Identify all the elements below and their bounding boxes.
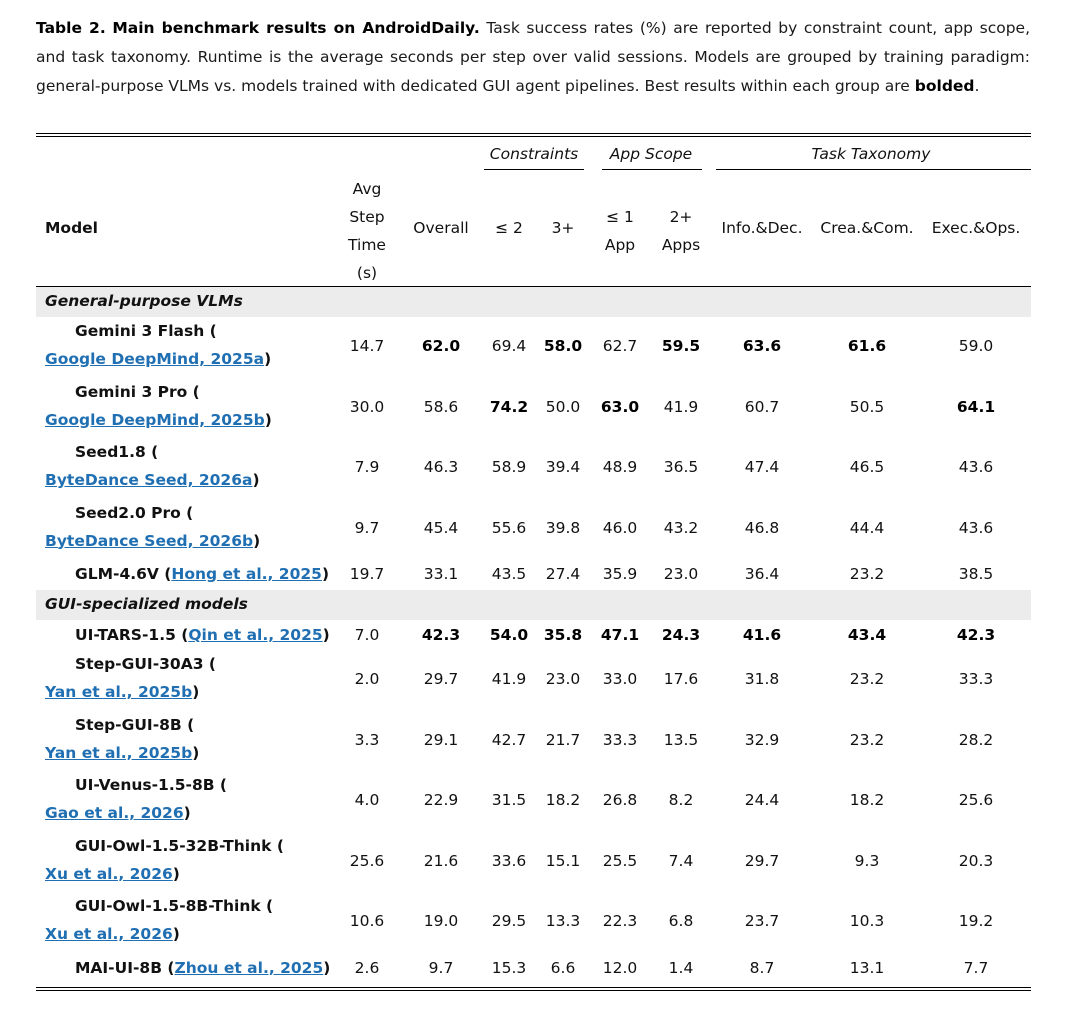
table-cell: 7.7 — [963, 958, 989, 977]
header-apps-2plus: 2+ Apps — [661, 208, 701, 254]
model-name: UI-TARS-1.5 ( — [75, 626, 189, 644]
table-cell: 19.2 — [958, 912, 994, 930]
table-cell: 47.1 — [600, 626, 640, 644]
table-cell: 23.2 — [849, 565, 885, 583]
table-cell: 43.4 — [847, 626, 887, 644]
table-cell: 10.3 — [849, 912, 885, 930]
table-cell: 15.3 — [491, 958, 527, 977]
table-cell: 39.8 — [545, 518, 581, 537]
table-cell: 58.0 — [543, 337, 583, 355]
table-cell: 62.7 — [602, 337, 638, 355]
table-cell: 25.5 — [602, 851, 638, 870]
model-citation-line — [45, 865, 180, 883]
model-name-line — [75, 959, 330, 977]
citation-link[interactable]: Yan et al., 2025b — [45, 743, 193, 762]
table-cell: 63.6 — [742, 337, 782, 355]
table-cell: 26.8 — [602, 791, 638, 809]
constraints-underline — [484, 169, 584, 170]
table-cell: 35.9 — [602, 565, 638, 583]
table-cell: 31.5 — [491, 791, 527, 809]
group-label: GUI-specialized models — [45, 595, 248, 613]
citation-close: ) — [183, 804, 191, 822]
model-name: Gemini 3 Pro ( — [75, 382, 200, 401]
table-cell: 33.3 — [958, 670, 994, 688]
table-cell: 7.0 — [354, 626, 380, 644]
caption-title: Main benchmark results on AndroidDaily. — [112, 19, 480, 37]
group-label: General-purpose VLMs — [45, 292, 243, 310]
table-row — [36, 500, 1031, 561]
table-cell: 25.6 — [958, 791, 994, 809]
table-cell: 43.6 — [958, 458, 994, 476]
table-cell: 46.0 — [602, 518, 638, 537]
table-cell: 31.8 — [744, 670, 780, 688]
table-cell: 69.4 — [491, 337, 527, 355]
table-cell: 36.5 — [663, 458, 699, 476]
table-cell: 74.2 — [489, 397, 529, 416]
table-cell: 9.7 — [428, 958, 454, 977]
table-row — [36, 318, 1031, 379]
table-cell: 4.0 — [354, 791, 380, 809]
table-cell: 33.3 — [602, 730, 638, 749]
table-row — [36, 833, 1031, 894]
table-row — [36, 893, 1031, 954]
table-cell: 6.6 — [550, 958, 576, 977]
table-cell: 18.2 — [545, 791, 581, 809]
group-header-constraints: Constraints — [489, 145, 579, 163]
table-cell: 21.6 — [423, 851, 459, 870]
table-row — [36, 712, 1031, 773]
model-name-line — [75, 565, 329, 583]
table-cell: 29.7 — [423, 670, 459, 688]
citation-link[interactable]: Xu et al., 2026 — [45, 925, 173, 943]
table-cell: 24.4 — [744, 791, 780, 809]
caption-label: Table 2. — [36, 19, 106, 37]
table-cell: 59.5 — [661, 337, 701, 355]
table-cell: 41.9 — [491, 670, 527, 688]
caption-text: Task success rates (%) are reported by constraint count, app scope, and task taxonomy. Runtime is the average seconds per step over valid sessions. Models are grouped by training paradigm: general-purpose VLMs vs. models trained with dedicated GUI agent pipelines. Best results within each group are — [36, 19, 1031, 95]
model-name: GLM-4.6V ( — [75, 565, 172, 583]
table-cell: 35.8 — [543, 626, 583, 644]
citation-close: ) — [172, 864, 180, 883]
citation-link[interactable]: Xu et al., 2026 — [45, 864, 173, 883]
table-cell: 21.7 — [545, 730, 581, 749]
table-caption — [36, 14, 1030, 101]
citation-close: ) — [192, 743, 200, 762]
table-cell: 18.2 — [849, 791, 885, 809]
citation-link[interactable]: Hong et al., 2025 — [171, 565, 322, 583]
table-cell: 48.9 — [602, 458, 638, 476]
model-name: Gemini 3 Flash ( — [75, 322, 217, 340]
caption-end: . — [974, 77, 980, 95]
table-cell: 54.0 — [489, 626, 529, 644]
model-name: Step-GUI-8B ( — [75, 715, 195, 734]
table-cell: 50.0 — [545, 397, 581, 416]
model-name-line — [75, 626, 330, 644]
table-cell: 32.9 — [744, 730, 780, 749]
table-cell: 23.0 — [663, 565, 699, 583]
table-row — [36, 439, 1031, 500]
citation-link[interactable]: ByteDance Seed, 2026a — [45, 471, 253, 489]
table-cell: 47.4 — [744, 458, 780, 476]
top-rule-2 — [36, 136, 1031, 137]
table-cell: 28.2 — [958, 730, 994, 749]
table-cell: 8.2 — [668, 791, 694, 809]
citation-link[interactable]: Google DeepMind, 2025a — [45, 350, 265, 368]
model-citation-line — [45, 804, 191, 822]
header-overall: Overall — [413, 219, 469, 237]
model-name: Seed2.0 Pro ( — [75, 503, 194, 522]
citation-link[interactable]: Gao et al., 2026 — [45, 804, 184, 822]
table-cell: 3.3 — [354, 730, 380, 749]
group-header-task-taxonomy: Task Taxonomy — [811, 145, 931, 163]
model-citation-line — [45, 471, 260, 489]
header-crea-com: Crea.&Com. — [820, 219, 914, 237]
table-cell: 9.3 — [854, 851, 880, 870]
table-cell: 14.7 — [349, 337, 385, 355]
group-header-app-scope: App Scope — [609, 145, 693, 163]
table-cell: 33.1 — [423, 565, 459, 583]
bottom-rule-2 — [36, 990, 1031, 991]
model-citation-line — [45, 683, 199, 701]
model-citation-line — [45, 532, 260, 550]
table-cell: 30.0 — [349, 397, 385, 416]
citation-close: ) — [253, 531, 261, 550]
model-name: UI-Venus-1.5-8B ( — [75, 776, 228, 794]
table-cell: 12.0 — [602, 958, 638, 977]
table-cell: 55.6 — [491, 518, 527, 537]
citation-link[interactable]: Yan et al., 2025b — [45, 683, 193, 701]
app-scope-underline — [602, 169, 702, 170]
table-cell: 24.3 — [661, 626, 701, 644]
citation-close: ) — [321, 565, 330, 583]
table-cell: 23.7 — [744, 912, 780, 930]
table-cell: 33.0 — [602, 670, 638, 688]
citation-link[interactable]: Zhou et al., 2025 — [174, 958, 324, 977]
table-cell: 29.1 — [423, 730, 459, 749]
table-cell: 20.3 — [958, 851, 994, 870]
table-row — [36, 560, 1031, 590]
table-cell: 41.9 — [663, 397, 699, 416]
table-cell: 39.4 — [545, 458, 581, 476]
citation-close: ) — [192, 683, 200, 701]
table-cell: 23.2 — [849, 670, 885, 688]
header-info-dec: Info.&Dec. — [721, 219, 803, 237]
citation-close: ) — [172, 925, 180, 943]
model-citation-line — [45, 411, 272, 429]
header-exec-ops: Exec.&Ops. — [931, 219, 1021, 237]
model-name: Seed1.8 ( — [75, 443, 159, 461]
table-cell: 43.2 — [663, 518, 699, 537]
header-app-le1: ≤ 1 App — [604, 208, 636, 254]
model-citation-line — [45, 744, 199, 762]
table-cell: 10.6 — [349, 912, 385, 930]
table-cell: 42.3 — [956, 626, 996, 644]
table-cell: 41.6 — [742, 626, 782, 644]
taxonomy-underline — [716, 169, 1031, 170]
header-constraints-3plus: 3+ — [551, 219, 575, 237]
table-cell: 42.7 — [491, 730, 527, 749]
table-cell: 58.6 — [423, 397, 459, 416]
table-cell: 13.3 — [545, 912, 581, 930]
citation-close: ) — [322, 626, 330, 644]
table-cell: 2.0 — [354, 670, 380, 688]
citation-link[interactable]: ByteDance Seed, 2026b — [45, 531, 254, 550]
model-name: GUI-Owl-1.5-8B-Think ( — [75, 897, 274, 915]
table-cell: 63.0 — [600, 397, 640, 416]
top-rule — [36, 133, 1031, 134]
caption-bold-word: bolded — [914, 77, 975, 95]
table-cell: 22.3 — [602, 912, 638, 930]
table-cell: 44.4 — [849, 518, 885, 537]
header-constraints-le2: ≤ 2 — [495, 219, 523, 237]
table-cell: 19.0 — [423, 912, 459, 930]
table-row — [36, 651, 1031, 712]
table-cell: 64.1 — [956, 397, 996, 416]
table-cell: 61.6 — [847, 337, 887, 355]
citation-close: ) — [264, 410, 272, 429]
table-cell: 7.9 — [354, 458, 380, 476]
table-row — [36, 954, 1031, 984]
model-name: MAI-UI-8B ( — [75, 958, 175, 977]
table-cell: 46.5 — [849, 458, 885, 476]
table-cell: 1.4 — [668, 958, 694, 977]
table-cell: 36.4 — [744, 565, 780, 583]
table-cell: 7.4 — [668, 851, 694, 870]
citation-close: ) — [252, 471, 260, 489]
table-cell: 27.4 — [545, 565, 581, 583]
table-cell: 46.8 — [744, 518, 780, 537]
table-cell: 46.3 — [423, 458, 459, 476]
bottom-rule — [36, 987, 1031, 988]
table-cell: 42.3 — [421, 626, 461, 644]
model-citation-line — [45, 350, 271, 368]
table-cell: 50.5 — [849, 397, 885, 416]
table-cell: 29.7 — [744, 851, 780, 870]
citation-close: ) — [264, 350, 272, 368]
table-row — [36, 621, 1031, 651]
table-cell: 19.7 — [349, 565, 385, 583]
table-cell: 25.6 — [349, 851, 385, 870]
table-row — [36, 379, 1031, 440]
table-cell: 45.4 — [423, 518, 459, 537]
table-cell: 8.7 — [749, 958, 775, 977]
table-cell: 17.6 — [663, 670, 699, 688]
table-cell: 43.5 — [491, 565, 527, 583]
table-cell: 43.6 — [958, 518, 994, 537]
table-cell: 58.9 — [491, 458, 527, 476]
header-model: Model — [45, 219, 98, 237]
table-row — [36, 772, 1031, 833]
table-cell: 59.0 — [958, 337, 994, 355]
table-cell: 13.5 — [663, 730, 699, 749]
model-citation-line — [45, 925, 180, 943]
table-cell: 23.2 — [849, 730, 885, 749]
table-cell: 60.7 — [744, 397, 780, 416]
table-cell: 62.0 — [421, 337, 461, 355]
table-cell: 38.5 — [958, 565, 994, 583]
citation-link[interactable]: Google DeepMind, 2025b — [45, 410, 265, 429]
table-cell: 9.7 — [354, 518, 380, 537]
table-cell: 13.1 — [849, 958, 885, 977]
citation-close: ) — [323, 958, 331, 977]
table-cell: 2.6 — [354, 958, 380, 977]
table-cell: 29.5 — [491, 912, 527, 930]
table-cell: 22.9 — [423, 791, 459, 809]
table-cell: 15.1 — [545, 851, 581, 870]
table-cell: 6.8 — [668, 912, 694, 930]
citation-link[interactable]: Qin et al., 2025 — [188, 626, 323, 644]
table-cell: 33.6 — [491, 851, 527, 870]
table-cell: 23.0 — [545, 670, 581, 688]
header-avg-step-time: Avg Step Time (s) — [348, 180, 386, 282]
model-name: Step-GUI-30A3 ( — [75, 655, 216, 673]
model-name: GUI-Owl-1.5-32B-Think ( — [75, 836, 284, 855]
